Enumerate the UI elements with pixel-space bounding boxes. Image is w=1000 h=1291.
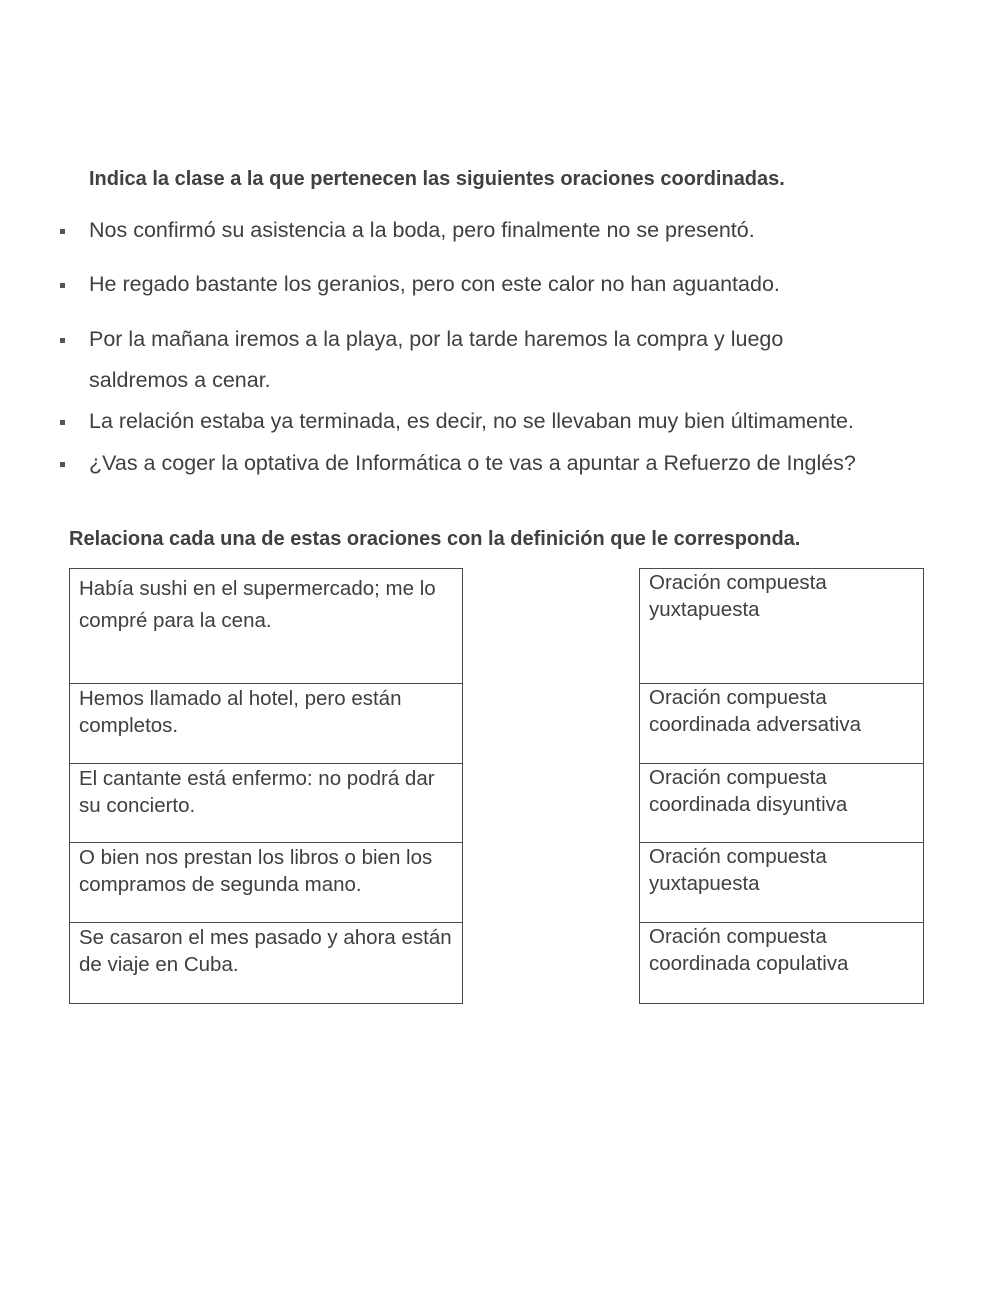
bullet-icon — [60, 283, 65, 288]
sentence-box-text: Se casaron el mes pasado y ahora están de viaje en Cuba. — [79, 926, 452, 976]
sentence-text: Nos confirmó su asistencia a la boda, pero finalmente no se presentó. — [89, 218, 755, 242]
sentence-box-text: Hemos llamado al hotel, pero están completos. — [79, 687, 402, 737]
sentence-box[interactable] — [69, 683, 463, 764]
definition-box-text: Oración compuesta coordinada copulativa — [649, 925, 849, 975]
definition-box[interactable] — [639, 842, 924, 923]
definition-box[interactable] — [639, 763, 924, 843]
definition-box-text: Oración compuesta yuxtapuesta — [649, 845, 827, 895]
sentence-box[interactable] — [69, 763, 463, 843]
sentence-text: Por la mañana iremos a la playa, por la tarde haremos la compra y luego saldremos a cenar. — [89, 327, 784, 392]
definition-box[interactable] — [639, 922, 924, 1004]
sentence-text: La relación estaba ya terminada, es decir, no se llevaban muy bien últimamente. — [89, 409, 854, 433]
sentence-box[interactable] — [69, 922, 463, 1004]
bullet-icon — [60, 338, 65, 343]
definition-box[interactable] — [639, 568, 924, 684]
list-item — [56, 401, 956, 442]
definition-box-text: Oración compuesta yuxtapuesta — [649, 571, 827, 621]
sentence-box-text: El cantante está enfermo: no podrá dar su concierto. — [79, 767, 435, 817]
exercise1-title: Indica la clase a la que pertenecen las siguientes oraciones coordinadas. — [89, 168, 785, 190]
definition-box-text: Oración compuesta coordinada adversativa — [649, 686, 861, 736]
bullet-icon — [60, 420, 65, 425]
list-item — [56, 319, 866, 401]
exercise2-title: Relaciona cada una de estas oraciones con la definición que le corresponda. — [69, 528, 801, 550]
list-item — [56, 443, 956, 484]
definition-box[interactable] — [639, 683, 924, 764]
sentence-box[interactable] — [69, 568, 463, 684]
sentence-box[interactable] — [69, 842, 463, 923]
sentence-text: He regado bastante los geranios, pero con este calor no han aguantado. — [89, 272, 780, 296]
list-item — [56, 264, 956, 305]
bullet-icon — [60, 229, 65, 234]
list-item — [56, 210, 956, 251]
sentence-box-text: Había sushi en el supermercado; me lo compré para la cena. — [79, 577, 436, 632]
sentence-text: ¿Vas a coger la optativa de Informática o te vas a apuntar a Refuerzo de Inglés? — [89, 451, 856, 475]
bullet-icon — [60, 462, 65, 467]
sentence-box-text: O bien nos prestan los libros o bien los compramos de segunda mano. — [79, 846, 433, 896]
definition-box-text: Oración compuesta coordinada disyuntiva — [649, 766, 848, 816]
